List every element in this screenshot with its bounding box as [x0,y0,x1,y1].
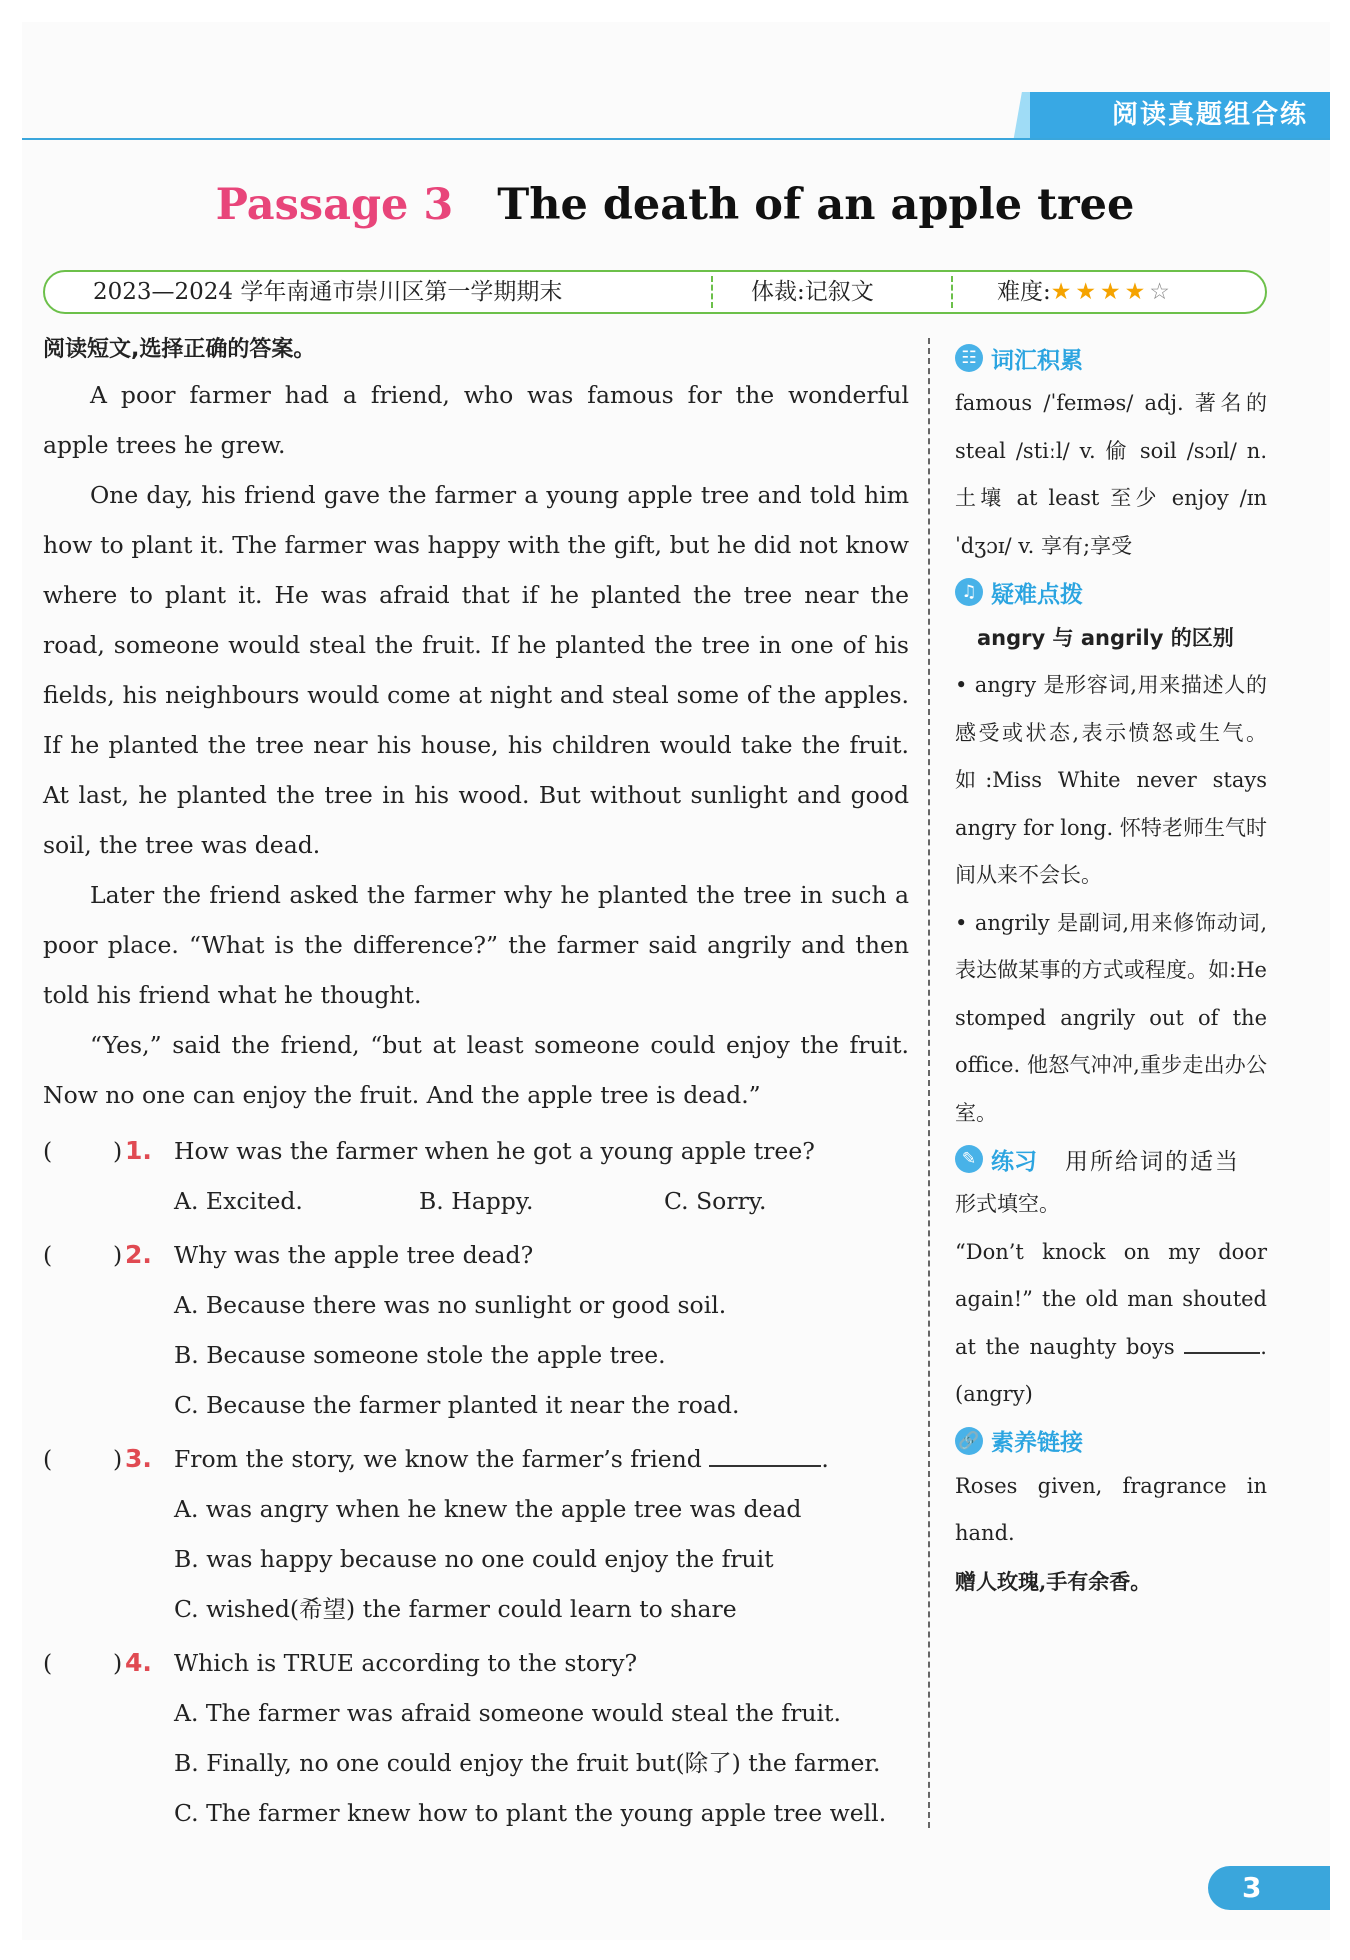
header-rule [22,138,1330,140]
passage-title-text: The death of an apple tree [497,180,1135,230]
passage-paragraph: One day, his friend gave the farmer a young apple tree and told him how to plant it. The farmer was happy with the gift, but he did not know where to plant it. He was afraid that if he planted the tree near the road, someone would steal the fruit. If he planted the tree in one of his fields, his neighbours would come at night and steal some of the apples. If he planted the tree near his house, his children would take the fruit. At last, he planted the tree in his wood. But without sunlight and good soil, the tree was dead. [43,481,909,859]
option-b: B. Because someone stole the apple tree. [174,1341,666,1369]
answer-paren-right: ) [113,1137,123,1165]
link-quote-en: Roses given, fragrance in hand. [955,1473,1267,1545]
question-text: Which is TRUE according to the story? [174,1649,638,1677]
option-c: C. Because the farmer planted it near the road. [174,1391,740,1419]
info-divider [711,276,713,308]
section-tab [1000,92,1330,138]
answer-paren-left: ( [43,1445,53,1473]
option-a: A. Excited. [174,1187,303,1215]
passage-paragraph: “Yes,” said the friend, “but at least someone could enjoy the fruit. Now no one can enjoy the fruit. And the apple tree is dead.” [43,1031,909,1109]
instruction: 阅读短文,选择正确的答案。 [43,337,316,362]
answer-paren-right: ) [113,1241,123,1269]
option-a: A. Because there was no sunlight or good soil. [174,1291,727,1319]
difficulty-label: 难度: [997,279,1051,305]
tips-heading [955,570,1267,614]
link-heading-text: 素养链接 [991,1430,1083,1456]
practice-heading [955,1137,1267,1181]
sidebar [955,336,1267,1605]
difficulty-star-empty: ☆ [1149,279,1170,305]
option-b: B. Happy. [419,1187,534,1215]
practice-instruction: 用所给词的适当 [1065,1148,1240,1175]
pencil-icon: ✎ [955,1145,983,1173]
question-4 [43,1638,909,1688]
answer-paren-left: ( [43,1649,53,1677]
option-c: C. Sorry. [664,1187,767,1215]
question-text [174,1434,909,1484]
passage-paragraph: A poor farmer had a friend, who was famous for the wonderful apple trees he grew. [43,381,909,459]
genre-label: 体裁:记叙文 [751,279,874,305]
question-1 [43,1126,909,1176]
vocab-text: famous /ˈfeɪməs/ adj. 著名的 steal /stiːl/ v. 偷 soil /sɔɪl/ n. 土壤 at least 至少 enjoy /ɪnˈdʒɔɪ/ v. 享有;享受 [955,391,1267,558]
link-quote-zh: 赠人玫瑰,手有余香。 [955,1568,1152,1594]
tips-point-angrily: • angrily 是副词,用来修饰动词,表达做某事的方式或程度。如:He stomped angrily out of the office. 他怒气冲冲,重步走出办公室。 [955,910,1267,1125]
question-number: 3. [125,1444,152,1473]
question-text: Why was the apple tree dead? [174,1241,534,1269]
vocab-heading [955,336,1267,380]
answer-paren-right: ) [113,1649,123,1677]
question-text: How was the farmer when he got a young apple tree? [174,1137,815,1165]
option-b: B. Finally, no one could enjoy the fruit but(除了) the farmer. [174,1749,881,1777]
practice-hint: . (angry) [955,1334,1267,1406]
question-number: 1. [125,1136,152,1165]
practice-sentence [955,1229,1267,1419]
reading-column [43,330,909,1838]
practice-instruction-cont: 形式填空。 [955,1192,1060,1216]
answer-paren-left: ( [43,1241,53,1269]
link-heading [955,1419,1267,1463]
question-number: 2. [125,1240,152,1269]
practice-heading-text: 练习 [991,1148,1037,1175]
question-2 [43,1230,909,1280]
option-a: A. was angry when he knew the apple tree was dead [174,1495,802,1523]
passage-number: Passage 3 [215,180,454,230]
question-1-options [174,1176,909,1226]
tips-point-angry: • angry 是形容词,用来描述人的感受或状态,表示愤怒或生气。如:Miss White never stays angry for long. 怀特老师生气时间从来不会长。 [955,673,1267,887]
question-text-main: From the story, we know the farmer’s friend [174,1445,702,1473]
vocab-heading-text: 词汇积累 [991,347,1083,374]
answer-paren-right: ) [113,1445,123,1473]
info-divider [951,276,953,308]
practice-sentence-text: “Don’t knock on my door again!” the old man shouted at the naughty boys [955,1239,1267,1359]
option-c: C. wished(希望) the farmer could learn to share [174,1595,737,1623]
passage-title [0,180,1350,230]
difficulty-stars-filled: ★★★★ [1050,279,1150,305]
question-3 [43,1434,909,1484]
info-bar [43,270,1267,314]
source-label: 2023—2024 学年南通市崇川区第一学期期末 [93,279,563,305]
music-note-icon: ♫ [955,578,983,606]
option-b: B. was happy because no one could enjoy the fruit [174,1545,774,1573]
question-number: 4. [125,1648,152,1677]
answer-blank[interactable] [709,1439,821,1467]
practice-blank[interactable] [1184,1330,1260,1354]
option-a: A. The farmer was afraid someone would steal the fruit. [174,1699,841,1727]
book-icon: ☷ [955,344,983,372]
link-icon: 🔗 [955,1427,983,1455]
tips-subheading: angry 与 angrily 的区别 [977,626,1234,650]
section-tab-label: 阅读真题组合练 [1030,92,1330,138]
page-number: 3 [1208,1866,1330,1910]
question-text-end: . [821,1445,829,1473]
difficulty [997,272,1170,312]
tips-heading-text: 疑难点拨 [991,581,1083,608]
option-c: C. The farmer knew how to plant the young apple tree well. [174,1799,887,1827]
answer-paren-left: ( [43,1137,53,1165]
passage-paragraph: Later the friend asked the farmer why he planted the tree in such a poor place. “What is the difference?” the farmer said angrily and then told his friend what he thought. [43,881,909,1009]
column-divider [928,338,930,1828]
